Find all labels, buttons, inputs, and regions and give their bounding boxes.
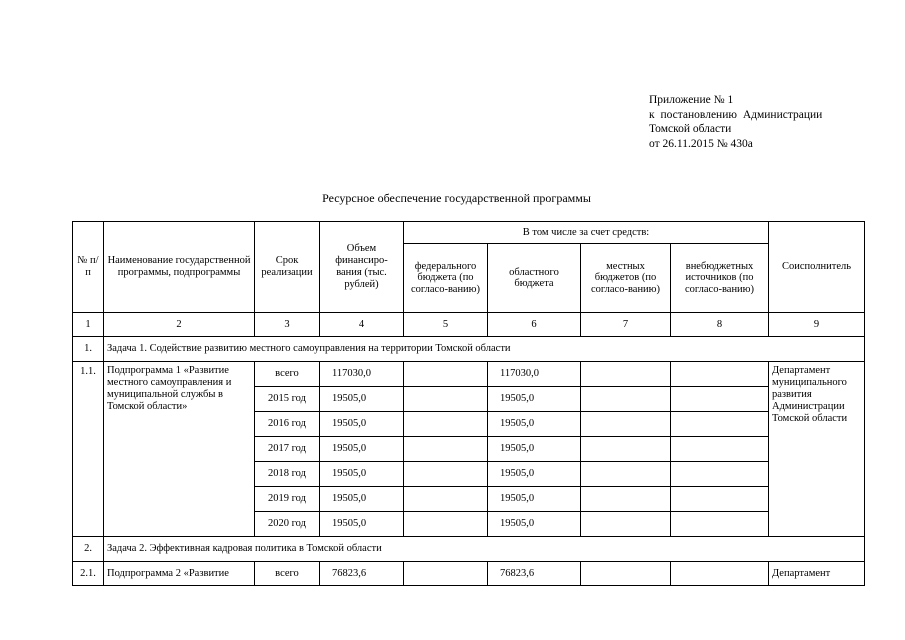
header-regional: областного бюджета [488, 244, 581, 313]
local-cell [581, 487, 671, 512]
appendix-block [649, 93, 822, 151]
term-cell: 2019 год [255, 487, 320, 512]
header-row-1 [73, 222, 865, 244]
volume-cell: 19505,0 [320, 512, 404, 537]
appendix-line-2: к постановлению Администрации [649, 108, 823, 121]
local-cell [581, 362, 671, 387]
extra-cell [671, 412, 769, 437]
header-including: В том числе за счет средств: [404, 222, 769, 244]
volume-cell: 19505,0 [320, 487, 404, 512]
extra-cell [671, 512, 769, 537]
local-cell [581, 562, 671, 586]
local-cell [581, 462, 671, 487]
document-title: Ресурсное обеспечение государственной программы [322, 191, 591, 205]
header-coexecutor: Соисполнитель [769, 222, 865, 313]
regional-cell: 19505,0 [488, 387, 581, 412]
volume-cell: 117030,0 [320, 362, 404, 387]
column-number: 8 [671, 313, 769, 337]
table-row [73, 362, 865, 387]
term-cell: 2017 год [255, 437, 320, 462]
header-name: Наименование государственной программы, подпрограммы [104, 222, 255, 313]
column-number: 2 [104, 313, 255, 337]
federal-cell [404, 462, 488, 487]
regional-cell: 117030,0 [488, 362, 581, 387]
term-cell: всего [255, 562, 320, 586]
extra-cell [671, 362, 769, 387]
column-number: 6 [488, 313, 581, 337]
regional-cell: 19505,0 [488, 462, 581, 487]
header-volume: Объем финансиро-вания (тыс. рублей) [320, 222, 404, 313]
local-cell [581, 387, 671, 412]
volume-cell: 19505,0 [320, 437, 404, 462]
column-number-row [73, 313, 865, 337]
extra-cell [671, 437, 769, 462]
federal-cell [404, 512, 488, 537]
local-cell [581, 437, 671, 462]
term-cell: 2016 год [255, 412, 320, 437]
task-text: Задача 1. Содействие развитию местного самоуправления на территории Томской области [104, 337, 865, 362]
task-row [73, 337, 865, 362]
subprogram-name: Подпрограмма 2 «Развитие [104, 562, 255, 586]
regional-cell: 19505,0 [488, 437, 581, 462]
extra-cell [671, 387, 769, 412]
regional-cell: 19505,0 [488, 487, 581, 512]
column-number: 1 [73, 313, 104, 337]
column-number: 9 [769, 313, 865, 337]
appendix-line-3: Томской области [649, 123, 732, 135]
subprogram-num: 2.1. [73, 562, 104, 586]
header-local: местных бюджетов (по согласо-ванию) [581, 244, 671, 313]
regional-cell: 19505,0 [488, 512, 581, 537]
federal-cell [404, 412, 488, 437]
volume-cell: 19505,0 [320, 387, 404, 412]
header-term: Срок реализации [255, 222, 320, 313]
column-number: 5 [404, 313, 488, 337]
federal-cell [404, 437, 488, 462]
term-cell: всего [255, 362, 320, 387]
appendix-line-4: от 26.11.2015 № 430а [649, 137, 753, 150]
term-cell: 2015 год [255, 387, 320, 412]
resource-table [72, 221, 865, 586]
local-cell [581, 412, 671, 437]
term-cell: 2020 год [255, 512, 320, 537]
task-num: 2. [73, 537, 104, 562]
coexecutor-cell: Департамент муниципального развития Администрации Томской области [769, 362, 865, 537]
federal-cell [404, 487, 488, 512]
column-number: 3 [255, 313, 320, 337]
extra-cell [671, 487, 769, 512]
table-row [73, 562, 865, 586]
federal-cell [404, 387, 488, 412]
header-num: № п/п [73, 222, 104, 313]
term-cell: 2018 год [255, 462, 320, 487]
regional-cell: 76823,6 [488, 562, 581, 586]
federal-cell [404, 562, 488, 586]
task-num: 1. [73, 337, 104, 362]
local-cell [581, 512, 671, 537]
volume-cell: 19505,0 [320, 462, 404, 487]
column-number: 7 [581, 313, 671, 337]
column-number: 4 [320, 313, 404, 337]
header-extra: внебюджетных источников (по согласо-ванию) [671, 244, 769, 313]
volume-cell: 19505,0 [320, 412, 404, 437]
subprogram-num: 1.1. [73, 362, 104, 537]
volume-cell: 76823,6 [320, 562, 404, 586]
extra-cell [671, 462, 769, 487]
subprogram-name: Подпрограмма 1 «Развитие местного самоуправления и муниципальной службы в Томской области» [104, 362, 255, 537]
header-federal: федерального бюджета (по согласо-ванию) [404, 244, 488, 313]
regional-cell: 19505,0 [488, 412, 581, 437]
appendix-line-1: Приложение № 1 [649, 94, 734, 106]
coexecutor-cell: Департамент [769, 562, 865, 586]
extra-cell [671, 562, 769, 586]
task-row [73, 537, 865, 562]
federal-cell [404, 362, 488, 387]
task-text: Задача 2. Эффективная кадровая политика в Томской области [104, 537, 865, 562]
